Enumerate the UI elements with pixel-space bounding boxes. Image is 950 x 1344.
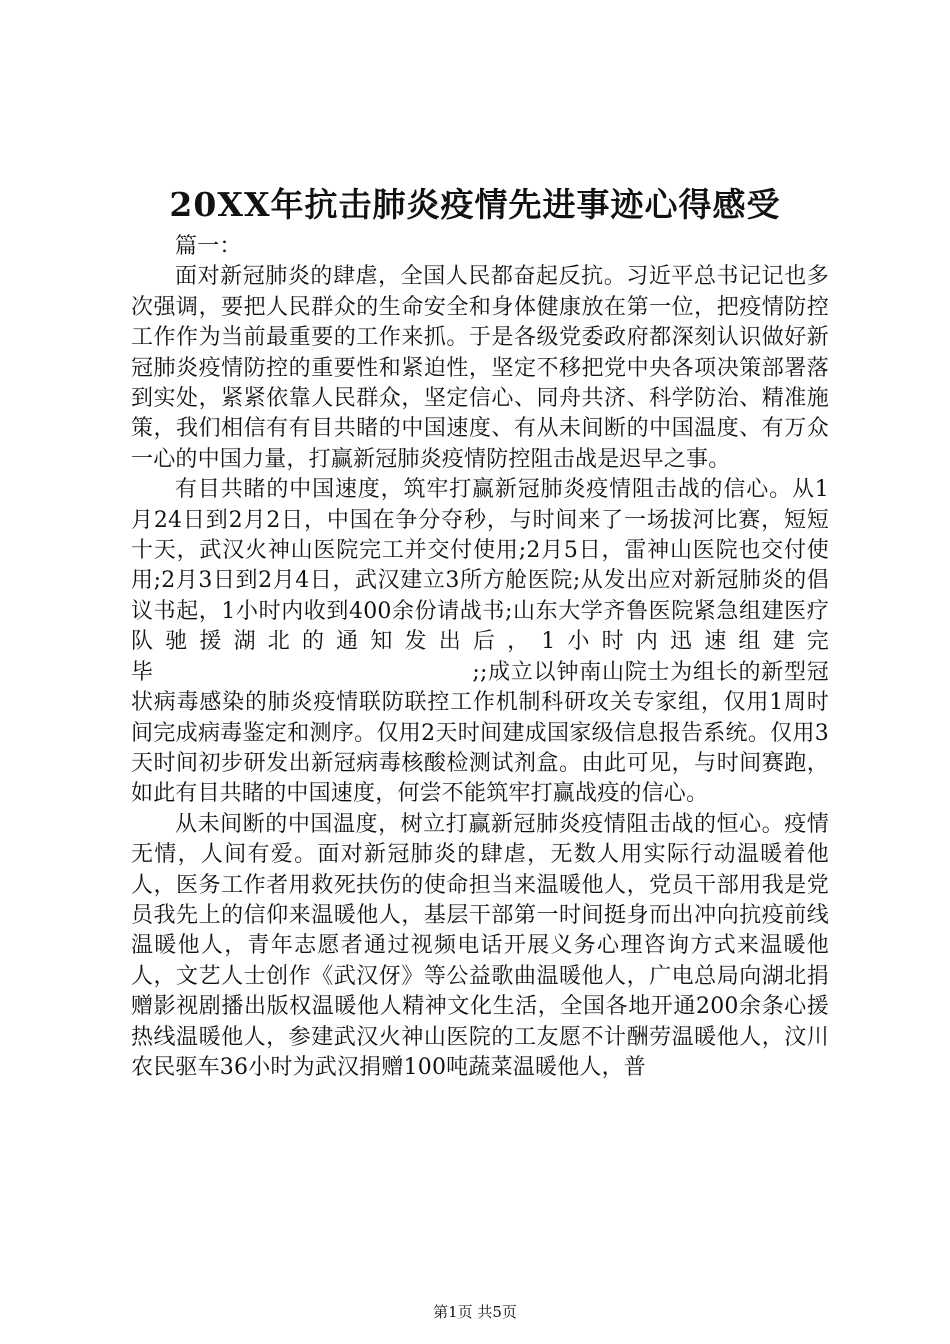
document-body (131, 232, 829, 1083)
paragraph: 从未间断的中国温度，树立打赢新冠肺炎疫情阻击战的恒心。疫情无情，人间有爱。面对新冠肺炎的肆虐，无数人用实际行动温暖着他人，医务工作者用救死扶伤的使命担当来温暖他人，党员干部用我是党员我先上的信仰来温暖他人，基层干部第一时间挺身而出冲向抗疫前线温暖他人，青年志愿者通过视频电话开展义务心理咨询方式来温暖他人，文艺人士创作《武汉伢》等公益歌曲温暖他人，广电总局向湖北捐赠影视剧播出版权温暖他人精神文化生活，全国各地开通200余条心援热线温暖他人，参建武汉火神山医院的工友愿不计酬劳温暖他人，汶川农民驱车36小时为武汉捐赠100吨蔬菜温暖他人，普 (131, 811, 829, 1080)
paragraph: 有目共睹的中国速度，筑牢打赢新冠肺炎疫情阻击战的信心。从1月24日到2月2日，中国在争分夺秒，与时间来了一场拔河比赛，短短十天，武汉火神山医院完工并交付使用;2月5日，雷神山医院也交付使用;2月3日到2月4日，武汉建立3所方舱医院;从发出应对新冠肺炎的倡议书起，1小时内收到400余份请战书;山东大学齐鲁医院紧急组建医疗队驰援湖北的通知发出后，1小时内迅速组建完毕 ;;成立以钟南山院士为组长的新型冠状病毒感染的肺炎疫情联防联控工作机制科研攻关专家组，仅用1周时间完成病毒鉴定和测序。仅用2天时间建成国家级信息报告系统。仅用3天时间初步研发出新冠病毒核酸检测试剂盒。由此可见，与时间赛跑，如此有目共睹的中国速度，何尝不能筑牢打赢战疫的信心。 (131, 477, 829, 807)
paragraph: 面对新冠肺炎的肆虐，全国人民都奋起反抗。习近平总书记记也多次强调，要把人民群众的生命安全和身体健康放在第一位，把疫情防控工作作为当前最重要的工作来抓。于是各级党委政府都深刻认识做好新冠肺炎疫情防控的重要性和紧迫性，坚定不移把党中央各项决策部署落到实处，紧紧依靠人民群众，坚定信心、同舟共济、科学防治、精准施策，我们相信有有目共睹的中国速度、有从未间断的中国温度、有万众一心的中国力量，打赢新冠肺炎疫情防控阻击战是迟早之事。 (131, 264, 829, 472)
section-label: 篇一： (175, 234, 242, 259)
document-title: 20XX年抗击肺炎疫情先进事迹心得感受 (169, 185, 781, 224)
page-footer: 第1页 共5页 (433, 1303, 517, 1321)
